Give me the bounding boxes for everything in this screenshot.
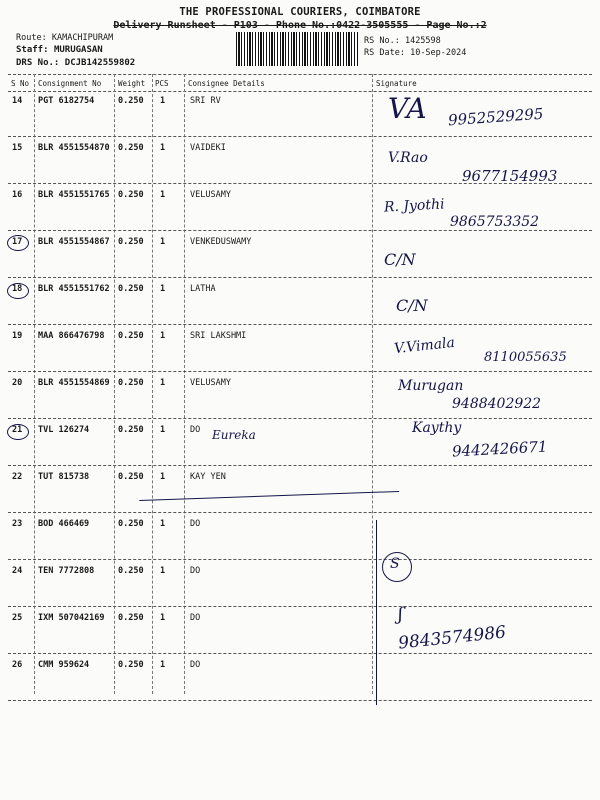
row-weight: 0.250 [118, 660, 144, 670]
table-top-rule [8, 74, 592, 75]
row-sno: 14 [12, 96, 23, 106]
row-weight: 0.250 [118, 143, 144, 153]
row-weight: 0.250 [118, 284, 144, 294]
row-consignee: DO [190, 425, 201, 435]
row-weight: 0.250 [118, 378, 144, 388]
row-consignment-no: MAA 866476798 [38, 331, 105, 341]
row-weight: 0.250 [118, 190, 144, 200]
row-pcs: 1 [160, 472, 166, 482]
row-divider [8, 418, 592, 419]
table-row [0, 566, 600, 586]
row-pcs: 1 [160, 96, 166, 106]
row-weight: 0.250 [118, 96, 144, 106]
staff-value: MURUGASAN [53, 45, 103, 55]
barcode [236, 32, 358, 66]
row-consignment-no: BLR 4551551765 [38, 190, 110, 200]
row-consignment-no: TUT 815738 [38, 472, 90, 482]
row-pcs: 1 [160, 331, 166, 341]
row-weight: 0.250 [118, 331, 144, 341]
row-16-phone: 9865753352 [450, 214, 540, 230]
rs-date-label: RS Date: [364, 48, 405, 58]
staff-label: Staff: [16, 45, 49, 55]
column-header-consignee: Consignee Details [188, 79, 265, 88]
row-divider [8, 230, 592, 231]
table-row [0, 284, 600, 304]
row-consignee: VENKEDUSWAMY [190, 237, 252, 247]
row-divider [8, 465, 592, 466]
column-header-pcs: PCS [155, 79, 169, 88]
row-21-note: Eureka [212, 428, 256, 442]
row-pcs: 1 [160, 519, 166, 529]
column-header-weight: Weight [118, 79, 146, 88]
rs-no-label: RS No.: [364, 36, 400, 46]
row-pcs: 1 [160, 660, 166, 670]
row-consignment-no: PGT 6182754 [38, 96, 95, 106]
row-18-circle-mark [7, 283, 29, 299]
row-sno: 18 [12, 284, 23, 294]
table-row [0, 613, 600, 633]
row-16-signature: R. Jyothi [383, 196, 445, 216]
row-consignment-no: BLR 4551554870 [38, 143, 110, 153]
row-weight: 0.250 [118, 425, 144, 435]
rs-no-value: 1425598 [404, 36, 441, 46]
row-consignee: VAIDEKI [190, 143, 226, 153]
row-pcs: 1 [160, 237, 166, 247]
row-sno: 19 [12, 331, 23, 341]
row-21-signature: Kaythy [412, 420, 462, 436]
row-weight: 0.250 [118, 237, 144, 247]
row-15-signature: V.Rao [388, 150, 428, 166]
row-divider [8, 324, 592, 325]
row-consignment-no: BLR 4551554869 [38, 378, 110, 388]
row-sno: 22 [12, 472, 23, 482]
row-pcs: 1 [160, 378, 166, 388]
row-consignment-no: BLR 4551554867 [38, 237, 110, 247]
row-19-signature: V.Vimala [393, 334, 456, 358]
row-weight: 0.250 [118, 519, 144, 529]
route-value: KAMACHIPURAM [51, 33, 114, 43]
rs-date-value: 10-Sep-2024 [410, 48, 467, 58]
document-subtitle [0, 20, 600, 31]
row-21-circle-mark [7, 424, 29, 440]
row-sno: 16 [12, 190, 23, 200]
row-pcs: 1 [160, 143, 166, 153]
row-15-phone: 9677154993 [462, 167, 558, 185]
row-18-note: C/N [396, 296, 428, 315]
row-consignee: SRI LAKSHMI [190, 331, 247, 341]
row-pcs: 1 [160, 566, 166, 576]
row-consignment-no: CMM 959624 [38, 660, 90, 670]
document-title: THE PROFESSIONAL COURIERS, COIMBATORE [179, 6, 421, 18]
row-sno: 24 [12, 566, 23, 576]
row-divider [8, 559, 592, 560]
table-row [0, 472, 600, 492]
row-weight: 0.250 [118, 613, 144, 623]
row-consignee: DO [190, 566, 201, 576]
row-consignee: DO [190, 660, 201, 670]
drs-label: DRS No.: [16, 58, 60, 68]
row-25-initial-mark: ʃ [398, 604, 403, 625]
row-consignee: VELUSAMY [190, 378, 231, 388]
table-header-rule [8, 91, 592, 92]
row-20-signature: Murugan [398, 378, 464, 394]
row-consignee: LATHA [190, 284, 216, 294]
row-divider [8, 136, 592, 137]
row-consignee: VELUSAMY [190, 190, 231, 200]
row-sno: 17 [12, 237, 23, 247]
row-sno: 15 [12, 143, 23, 153]
table-row [0, 143, 600, 163]
row-consignment-no: TVL 126274 [38, 425, 90, 435]
column-header-consignment: Consignment No [38, 79, 102, 88]
column-header-sno: S No [11, 79, 30, 88]
table-row [0, 378, 600, 398]
row-pcs: 1 [160, 190, 166, 200]
table-row [0, 331, 600, 351]
route-line [16, 33, 113, 43]
row-14-phone: 9952529295 [447, 104, 544, 130]
row-21-phone: 9442426671 [451, 437, 548, 461]
drs-value: DCJB142559802 [64, 58, 136, 68]
row-24-mark: S [390, 556, 400, 572]
row-consignee: DO [190, 519, 201, 529]
row-consignee: DO [190, 613, 201, 623]
table-row [0, 660, 600, 680]
row-consignment-no: BLR 4551551762 [38, 284, 110, 294]
row-divider [8, 653, 592, 654]
drs-line [16, 58, 135, 68]
row-sno: 23 [12, 519, 23, 529]
row-divider [8, 606, 592, 607]
row-sno: 25 [12, 613, 23, 623]
row-17-circle-mark [7, 235, 29, 251]
table-row [0, 237, 600, 257]
row-sno: 21 [12, 425, 23, 435]
row-20-phone: 9488402922 [452, 396, 542, 412]
row-consignee: SRI RV [190, 96, 221, 106]
row-25-phone: 9843574986 [397, 622, 507, 654]
column-header-signature: Signature [376, 79, 417, 88]
row-divider [8, 277, 592, 278]
subtitle-struck-text: Delivery Runsheet - P103 - Phone No.:0422-3505555 - Page No.:2 [113, 20, 487, 31]
row-divider [8, 700, 592, 701]
handwritten-margin-line [376, 520, 377, 705]
route-label: Route: [16, 33, 47, 43]
row-pcs: 1 [160, 425, 166, 435]
staff-line [16, 45, 103, 55]
table-row [0, 190, 600, 210]
row-consignment-no: TEN 7772808 [38, 566, 95, 576]
row-weight: 0.250 [118, 472, 144, 482]
row-pcs: 1 [160, 284, 166, 294]
row-19-phone: 8110055635 [484, 350, 567, 365]
row-divider [8, 371, 592, 372]
rs-date-line [364, 48, 466, 58]
rs-no-line [364, 36, 441, 46]
row-consignment-no: IXM 507042169 [38, 613, 105, 623]
row-consignee: KAY YEN [190, 472, 226, 482]
row-sno: 26 [12, 660, 23, 670]
row-weight: 0.250 [118, 566, 144, 576]
row-17-note: C/N [384, 250, 416, 269]
row-14-signature: VA [388, 92, 427, 125]
row-sno: 20 [12, 378, 23, 388]
row-pcs: 1 [160, 613, 166, 623]
row-consignment-no: BOD 466469 [38, 519, 90, 529]
